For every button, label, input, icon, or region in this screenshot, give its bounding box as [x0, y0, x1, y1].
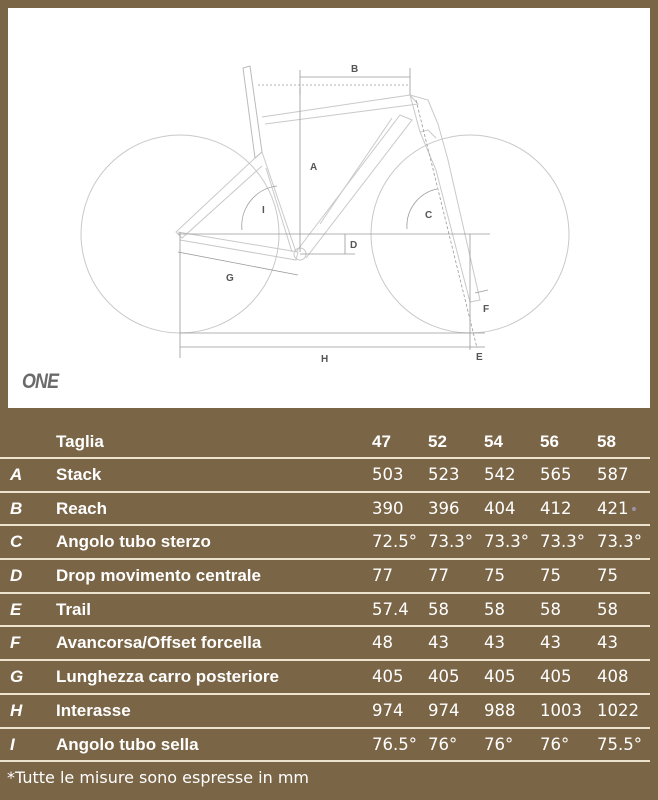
row-letter: D	[10, 566, 23, 586]
row-letter: E	[10, 599, 22, 619]
bike-frame-drawing	[8, 8, 650, 408]
size-header: 54	[484, 432, 503, 451]
table-row-head-tube-angle	[0, 526, 650, 560]
row-letter: H	[10, 700, 23, 720]
dim-label-h: H	[321, 354, 329, 365]
size-header-label: Taglia	[56, 432, 104, 451]
row-letter: A	[10, 465, 23, 484]
table-cell: 587	[597, 465, 629, 484]
dim-label-e: E	[476, 352, 483, 363]
table-cell: 1003	[540, 700, 582, 720]
row-label: Interasse	[56, 700, 131, 720]
table-cell: 76°	[428, 734, 458, 754]
table-cell: 565	[540, 465, 572, 484]
row-label: Angolo tubo sella	[56, 734, 199, 754]
table-cell: 390	[372, 498, 404, 518]
size-header: 47	[372, 432, 391, 451]
geometry-table	[0, 426, 650, 762]
row-label: Angolo tubo sterzo	[56, 532, 211, 552]
dot-icon	[632, 507, 636, 511]
table-row-trail	[0, 594, 650, 628]
table-cell: 76.5°	[372, 734, 417, 754]
table-cell: 72.5°	[372, 532, 417, 552]
table-cell: 43	[484, 633, 505, 653]
table-cell: 974	[428, 700, 460, 720]
table-row-fork-offset	[0, 627, 650, 661]
size-header: 56	[540, 432, 559, 451]
table-cell: 542	[484, 465, 516, 484]
table-cell: 404	[484, 498, 516, 518]
table-cell: 77	[428, 566, 449, 586]
row-letter: F	[10, 633, 21, 653]
table-cell: 405	[484, 667, 516, 687]
table-row-stack	[0, 459, 650, 493]
table-cell: 405	[372, 667, 404, 687]
row-letter: G	[10, 667, 24, 687]
table-cell: 43	[597, 633, 618, 653]
dim-label-d: D	[350, 240, 358, 251]
table-cell: 58	[597, 599, 618, 619]
geometry-diagram	[8, 8, 650, 408]
row-letter: B	[10, 498, 23, 518]
table-cell: 408	[597, 667, 629, 687]
table-header-row	[0, 426, 650, 459]
table-cell: 405	[428, 667, 460, 687]
row-label: Lunghezza carro posteriore	[56, 667, 279, 687]
row-label: Stack	[56, 465, 102, 484]
table-cell-value: 421	[597, 498, 629, 518]
row-label: Avancorsa/Offset forcella	[56, 633, 262, 653]
row-label: Drop movimento centrale	[56, 566, 261, 586]
table-cell: 77	[372, 566, 393, 586]
table-cell: 76°	[484, 734, 514, 754]
footnote: *Tutte le misure sono espresse in mm	[7, 768, 309, 787]
table-cell: 58	[484, 599, 505, 619]
table-row-wheelbase	[0, 695, 650, 729]
table-cell: 412	[540, 498, 572, 518]
row-label: Reach	[56, 498, 108, 518]
row-letter: I	[10, 734, 15, 754]
dim-label-a: A	[310, 162, 318, 173]
table-row-reach	[0, 493, 650, 527]
table-cell: 523	[428, 465, 460, 484]
table-cell: 57.4	[372, 599, 409, 619]
dim-label-b: B	[351, 64, 359, 75]
dim-label-i: I	[262, 205, 265, 216]
model-name: ONE	[22, 370, 59, 393]
table-cell: 48	[372, 633, 393, 653]
dim-label-f: F	[483, 304, 490, 315]
size-header: 52	[428, 432, 447, 451]
table-cell: 43	[428, 633, 449, 653]
table-cell: 974	[372, 700, 404, 720]
table-row-bb-drop	[0, 560, 650, 594]
row-letter: C	[10, 532, 23, 552]
table-cell: 75	[597, 566, 618, 586]
table-cell: 73.3°	[540, 532, 585, 552]
table-cell: 75	[484, 566, 505, 586]
table-cell: 396	[428, 498, 460, 518]
table-cell: 503	[372, 465, 404, 484]
table-cell: 73.3°	[597, 532, 642, 552]
dim-label-g: G	[226, 273, 234, 284]
table-cell: 75.5°	[597, 734, 642, 754]
row-label: Trail	[56, 599, 91, 619]
table-cell: 988	[484, 700, 516, 720]
table-cell: 73.3°	[428, 532, 473, 552]
table-cell: 405	[540, 667, 572, 687]
table-cell: 73.3°	[484, 532, 529, 552]
table-cell: 76°	[540, 734, 570, 754]
table-row-chainstay	[0, 661, 650, 695]
table-cell: 75	[540, 566, 561, 586]
size-header: 58	[597, 432, 616, 451]
table-cell: 58	[540, 599, 561, 619]
table-cell: 58	[428, 599, 449, 619]
table-row-seat-tube-angle	[0, 729, 650, 763]
dim-label-c: C	[425, 210, 433, 221]
table-cell: 1022	[597, 700, 639, 720]
table-cell	[597, 493, 636, 524]
table-cell: 43	[540, 633, 561, 653]
